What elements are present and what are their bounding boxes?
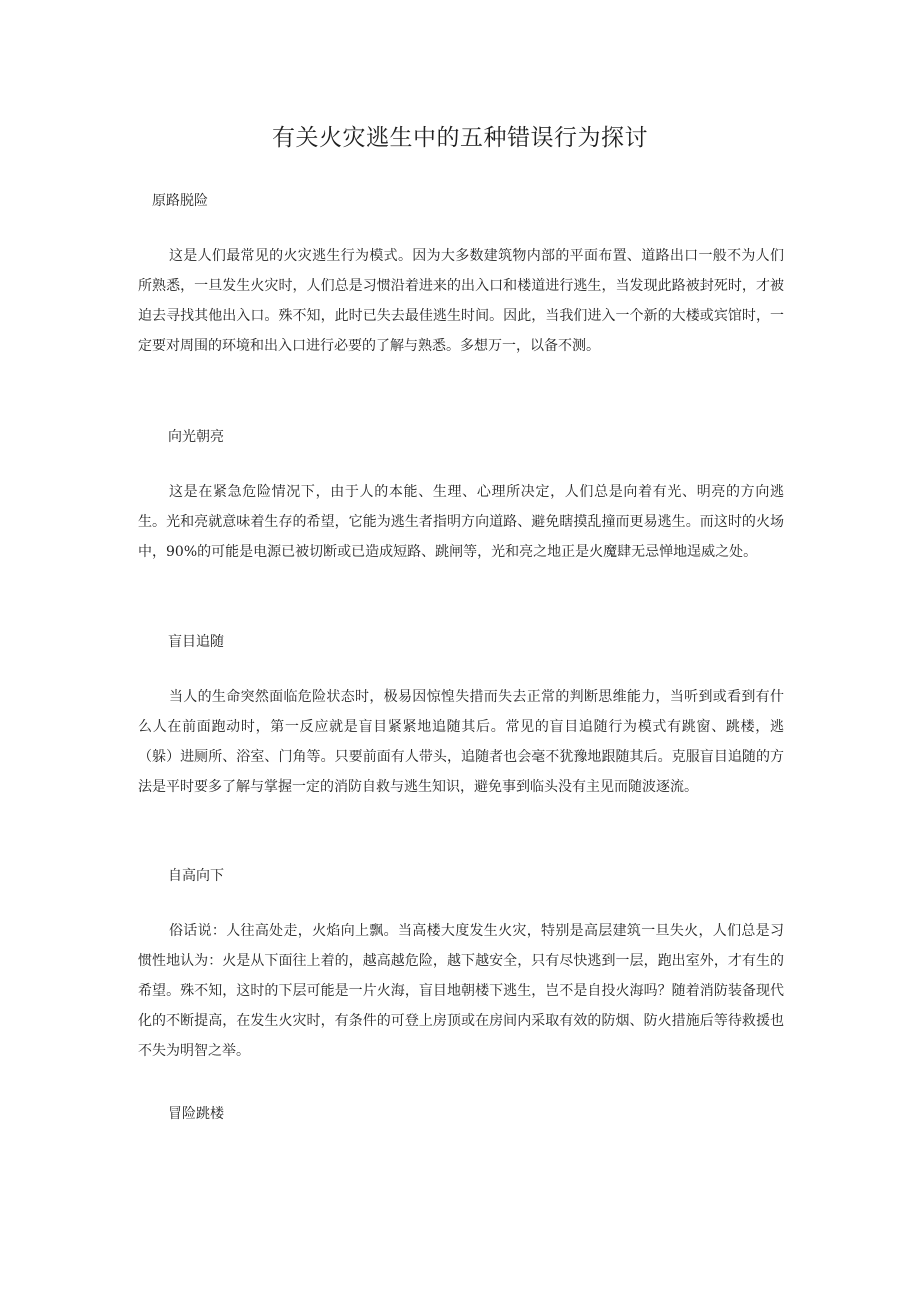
section-paragraph: 这是在紧急危险情况下，由于人的本能、生理、心理所决定，人们总是向着有光、明亮的方向逃生。光和亮就意味着生存的希望，它能为逃生者指明方向道路、避免瞎摸乱撞而更易逃生。而这时的火场中，90%的可能是电源已被切断或已造成短路、跳闸等，光和亮之地正是火魔肆无忌惮地逞威之处。	[138, 484, 784, 560]
section-3	[138, 632, 784, 802]
section-paragraph: 俗话说：人往高处走，火焰向上飘。当高楼大度发生火灾，特别是高层建筑一旦失火，人们总是习惯性地认为：火是从下面往上着的，越高越危险，越下越安全，只有尽快逃到一层，跑出室外，才有生的希望。殊不知，这时的下层可能是一片火海，盲目地朝楼下逃生，岂不是自投火海吗？随着消防装备现代化的不断提高，在发生火灾时，有条件的可登上房顶或在房间内采取有效的防烟、防火措施后等待救援也不失为明智之举。	[138, 923, 784, 1059]
section-5	[138, 1104, 784, 1124]
section-paragraph: 当人的生命突然面临危险状态时，极易因惊惶失措而失去正常的判断思维能力，当听到或看到有什么人在前面跑动时，第一反应就是盲目紧紧地追随其后。常见的盲目追随行为模式有跳窗、跳楼，逃（躲）进厕所、浴室、门角等。只要前面有人带头，追随者也会毫不犹豫地跟随其后。克服盲目追随的方法是平时要多了解与掌握一定的消防自救与逃生知识，避免事到临头没有主见而随波逐流。	[138, 689, 784, 795]
section-heading: 原路脱险	[152, 193, 208, 209]
section-1	[138, 191, 784, 361]
section-heading: 向光朝亮	[168, 429, 224, 445]
section-4	[138, 866, 784, 1066]
section-2	[138, 427, 784, 567]
section-heading: 自高向下	[168, 868, 224, 884]
section-heading: 冒险跳楼	[168, 1106, 224, 1122]
section-paragraph: 这是人们最常见的火灾逃生行为模式。因为大多数建筑物内部的平面布置、道路出口一般不为人们所熟悉，一旦发生火灾时，人们总是习惯沿着进来的出入口和楼道进行逃生，当发现此路被封死时，才被迫去寻找其他出入口。殊不知，此时已失去最佳逃生时间。因此，当我们进入一个新的大楼或宾馆时，一定要对周围的环境和出入口进行必要的了解与熟悉。多想万一，以备不测。	[138, 248, 784, 354]
section-heading: 盲目追随	[168, 634, 224, 650]
document-title: 有关火灾逃生中的五种错误行为探讨	[272, 125, 648, 151]
